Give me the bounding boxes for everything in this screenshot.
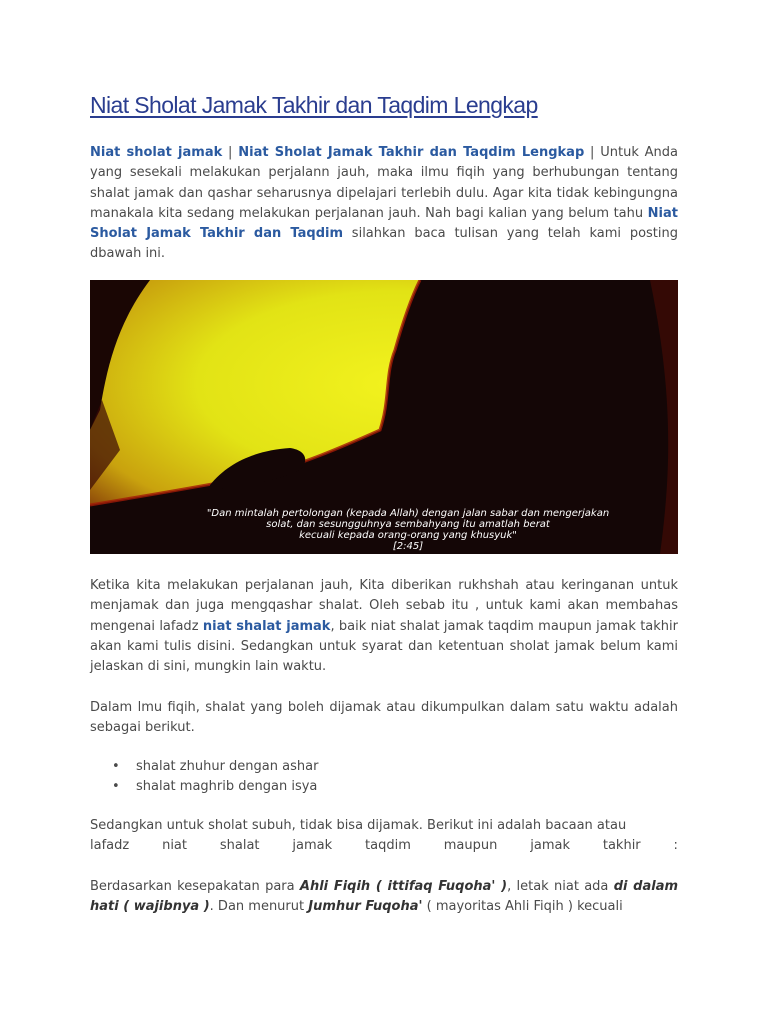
caption-line-3: kecuali kepada orang-orang yang khusyuk" (299, 530, 517, 541)
separator-text: | (222, 145, 239, 160)
di-dalam-hati-emphasis: di dalam hati ( wajibnya ) (90, 879, 679, 915)
word: : (673, 838, 678, 854)
intro-paragraph (90, 143, 678, 265)
para5-text-3: . Dan menurut (209, 899, 309, 915)
paragraph-sholat-subuh (90, 816, 678, 857)
word: takhir (602, 838, 641, 854)
word: shalat (219, 838, 260, 854)
word: jamak (530, 838, 570, 854)
link-article-title[interactable]: Niat Sholat Jamak Takhir dan Taqdim Lengkap (238, 145, 585, 160)
list-item: • shalat maghrib dengan isya (90, 777, 678, 797)
intro-text-2: silahkan baca tulisan yang telah kami posting dbawah ini. (90, 226, 678, 262)
prayer-silhouette-image (90, 280, 678, 554)
word: niat (162, 838, 187, 854)
caption-reference: [2:45] (392, 541, 424, 552)
para5-text-4: ( mayoritas Ahli Fiqih ) kecuali (422, 899, 623, 915)
paragraph-rukhshah (90, 576, 678, 677)
para2-text-1: Ketika kita melakukan perjalanan jauh, Kita diberikan rukhshah atau keringanan untuk menjamak dan juga mengqashar shalat. Oleh sebab itu , untuk kami akan membahas mengenai lafadz (90, 578, 678, 634)
link-niat-shalat-jamak[interactable]: niat shalat jamak (202, 618, 331, 634)
caption-line-2: solat, dan sesungguhnya sembahyang itu amatlah berat (266, 519, 550, 530)
list-item: • shalat zhuhur dengan ashar (90, 757, 678, 777)
jumhur-fuqoha-emphasis: Jumhur Fuqoha' (308, 899, 423, 915)
word: taqdim (365, 838, 411, 854)
link-niat-sholat-jamak[interactable]: Niat sholat jamak (90, 145, 223, 160)
link-niat-takhir-taqdim[interactable]: Niat Sholat Jamak Takhir dan Taqdim (90, 205, 678, 242)
paragraph-ilmu-fiqih: Dalam lmu fiqih, shalat yang boleh dijamak atau dikumpulkan dalam satu waktu adalah sebagai berikut. (90, 700, 678, 736)
para4-line-1: Sedangkan untuk sholat subuh, tidak bisa dijamak. Berikut ini adalah bacaan atau (90, 818, 627, 833)
word: jamak (292, 838, 333, 854)
word: maupun (443, 838, 498, 854)
caption-line-1: "Dan mintalah pertolongan (kepada Allah) dengan jalan sabar dan mengerjakan (206, 508, 610, 519)
para5-text-2: , letak niat ada (507, 879, 614, 894)
jamak-prayers-list (90, 757, 678, 797)
page-title[interactable]: Niat Sholat Jamak Takhir dan Taqdim Lengkap (90, 92, 538, 118)
paragraph-letak-niat (90, 877, 678, 918)
intro-text-1: | Untuk Anda yang sesekali melakukan perjalann jauh, maka ilmu fiqih yang berhubungan tentang shalat jamak dan qashar seharusnya dipelajari terlebih dulu. Agar kita tidak kebingungna manakala kita sedang melakukan perjalanan jauh. Nah bagi kalian yang belum tahu (90, 145, 678, 221)
ahli-fiqih-emphasis: Ahli Fiqih ( ittifaq Fuqoha' ) (299, 879, 508, 894)
para5-text-1: Berdasarkan kesepakatan para (90, 879, 300, 894)
word: lafadz (90, 838, 130, 854)
para2-text-2: , baik niat shalat jamak taqdim maupun jamak takhir akan kami tulis disini. Sedangkan untuk syarat dan ketentuan sholat jamak belum kami jelaskan di sini, mungkin lain waktu. (90, 618, 678, 675)
para4-line-2 (90, 836, 678, 856)
